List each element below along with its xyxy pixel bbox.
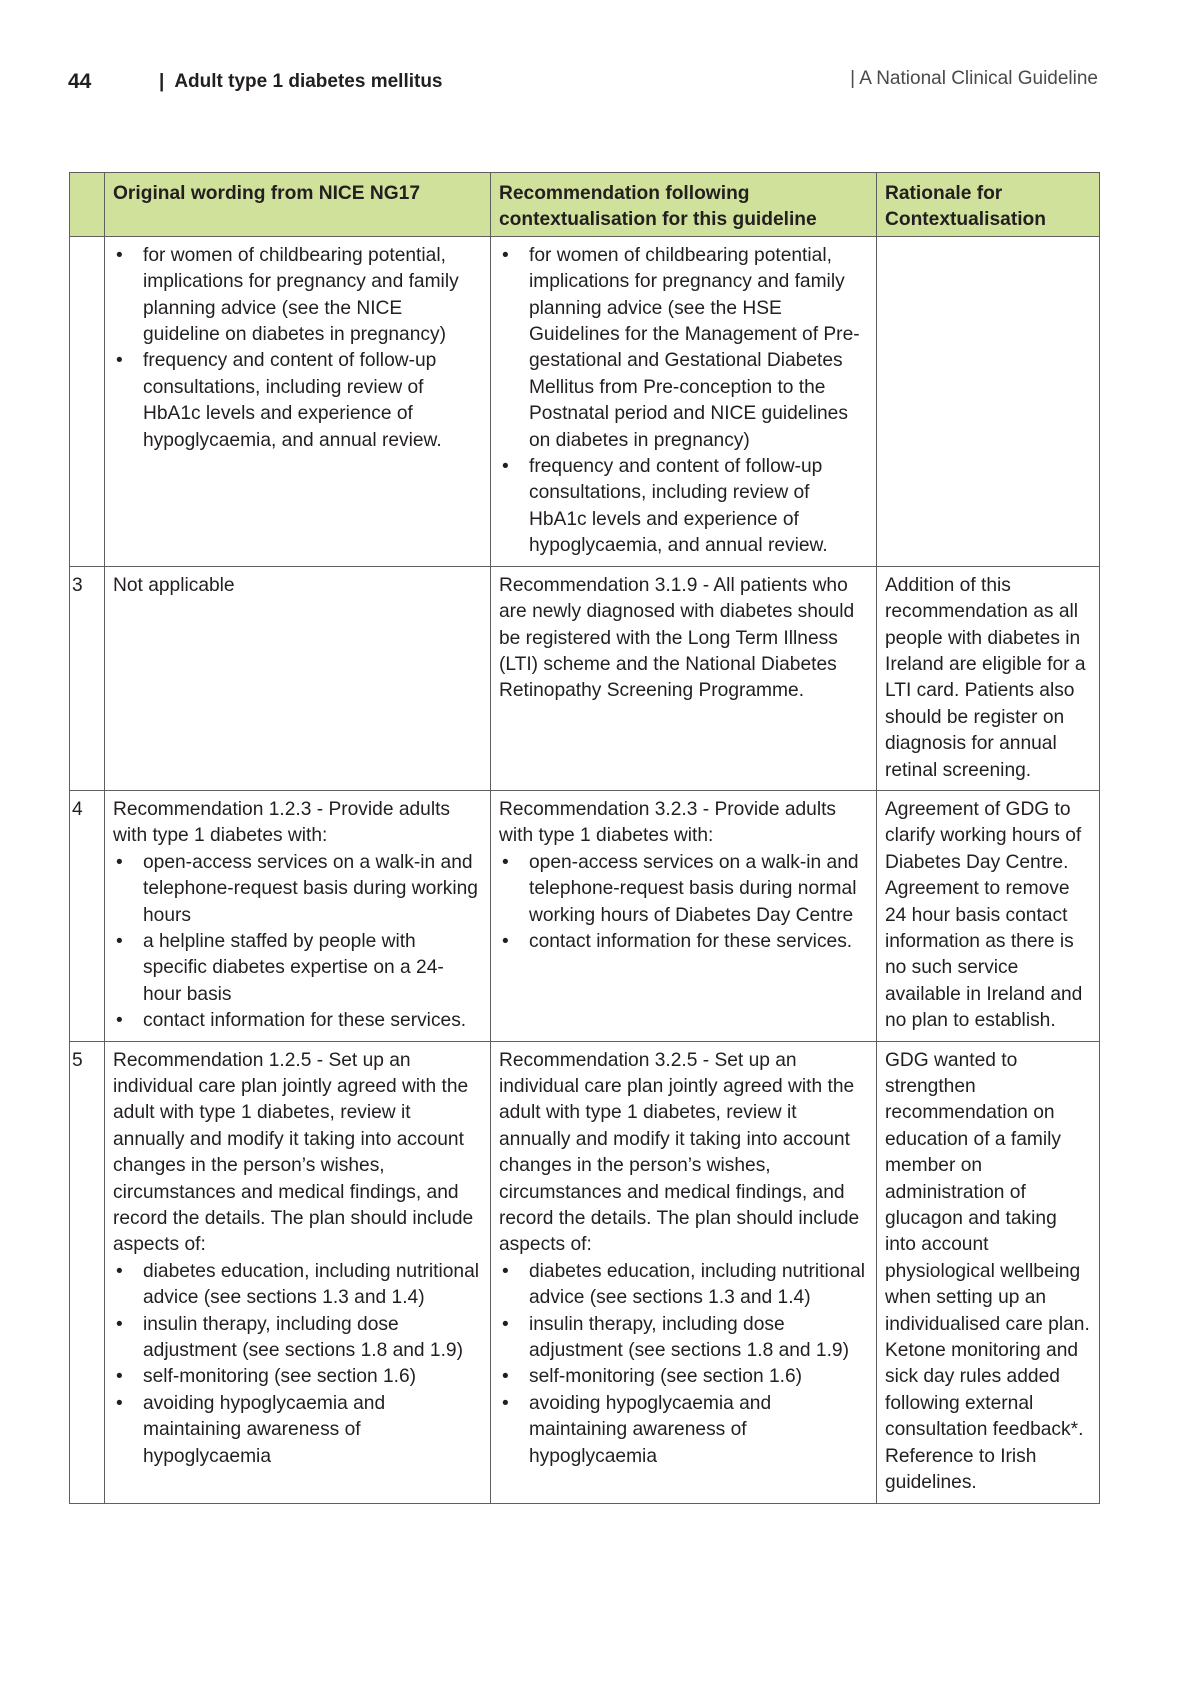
bullet-item: • for women of childbearing potential, implications for pregnancy and family planning advice (see the HSE Guidelines for the Management of Pre-gestational and Gestational Diabetes Mellitus from Pre-conception to the Postnatal period and NICE guidelines on diabetes in pregnancy) xyxy=(499,243,868,454)
rationale-cell xyxy=(877,236,1100,566)
original-intro: Recommendation 1.2.5 - Set up an individual care plan jointly agreed with the adult with type 1 diabetes, review it annually and modify it taking into account changes in the person’s wishes, circumstances and medical findings, and record the details. The plan should include aspects of: xyxy=(113,1049,474,1256)
bullet-item: • contact information for these services. xyxy=(113,1008,482,1034)
original-bullet-list xyxy=(113,1259,482,1470)
table-row xyxy=(70,566,1100,790)
table-row xyxy=(70,1041,1100,1503)
rationale-cell: Addition of this recommendation as all people with diabetes in Ireland are eligible for a LTI card. Patients also should be register on diagnosis for annual retinal screening. xyxy=(877,566,1100,790)
recommendation-cell xyxy=(491,1041,877,1503)
table-row xyxy=(70,236,1100,566)
rationale-cell: Agreement of GDG to clarify working hours of Diabetes Day Centre. Agreement to remove 24 hour basis contact information as there is no such service available in Ireland and no plan to establish. xyxy=(877,790,1100,1041)
row-number: 5 xyxy=(70,1041,105,1503)
recommendation-intro: Recommendation 3.1.9 - All patients who are newly diagnosed with diabetes should be registered with the Long Term Illness (LTI) scheme and the National Diabetes Retinopathy Screening Programme. xyxy=(499,574,855,702)
bullet-item: • self-monitoring (see section 1.6) xyxy=(499,1364,868,1390)
bullet-item: • diabetes education, including nutritional advice (see sections 1.3 and 1.4) xyxy=(499,1259,868,1312)
table-row xyxy=(70,790,1100,1041)
original-bullet-list xyxy=(113,850,482,1035)
header-original: Original wording from NICE NG17 xyxy=(105,173,491,237)
page-header xyxy=(68,64,1098,104)
original-cell xyxy=(105,566,491,790)
bullet-item: • avoiding hypoglycaemia and maintaining awareness of hypoglycaemia xyxy=(113,1391,482,1470)
bullet-item: • self-monitoring (see section 1.6) xyxy=(113,1364,482,1390)
document-title-text: Adult type 1 diabetes mellitus xyxy=(174,71,443,92)
recommendations-table xyxy=(69,172,1100,1504)
row-number: 3 xyxy=(70,566,105,790)
table-header-row xyxy=(70,173,1100,237)
bullet-item: • a helpline staffed by people with specific diabetes expertise on a 24-hour basis xyxy=(113,929,482,1008)
document-title xyxy=(159,71,443,93)
rationale-cell: GDG wanted to strengthen recommendation on education of a family member on administration of glucagon and taking into account physiological wellbeing when setting up an individualised care plan. Ketone monitoring and sick day rules added following external consultation feedback*. Reference to Irish guidelines. xyxy=(877,1041,1100,1503)
bullet-item: • insulin therapy, including dose adjustment (see sections 1.8 and 1.9) xyxy=(499,1312,868,1365)
title-separator: | xyxy=(159,71,165,92)
row-number xyxy=(70,236,105,566)
recommendation-intro: Recommendation 3.2.3 - Provide adults with type 1 diabetes with: xyxy=(499,798,837,847)
header-recommendation: Recommendation following contextualisation for this guideline xyxy=(491,173,877,237)
bullet-item: • insulin therapy, including dose adjustment (see sections 1.8 and 1.9) xyxy=(113,1312,482,1365)
header-number-cell xyxy=(70,173,105,237)
bullet-item: • diabetes education, including nutritional advice (see sections 1.3 and 1.4) xyxy=(113,1259,482,1312)
recommendation-bullet-list xyxy=(499,850,868,956)
bullet-item: • open-access services on a walk-in and telephone-request basis during working hours xyxy=(113,850,482,929)
original-cell xyxy=(105,790,491,1041)
original-cell xyxy=(105,236,491,566)
header-rationale: Rationale for Contextualisation xyxy=(877,173,1100,237)
bullet-item: • avoiding hypoglycaemia and maintaining awareness of hypoglycaemia xyxy=(499,1391,868,1470)
recommendation-bullet-list xyxy=(499,1259,868,1470)
page-number: 44 xyxy=(68,70,92,93)
guideline-label: | A National Clinical Guideline xyxy=(850,68,1098,89)
original-intro: Recommendation 1.2.3 - Provide adults with type 1 diabetes with: xyxy=(113,798,451,847)
original-cell xyxy=(105,1041,491,1503)
original-intro: Not applicable xyxy=(113,574,235,596)
recommendation-cell xyxy=(491,566,877,790)
recommendation-intro: Recommendation 3.2.5 - Set up an individual care plan jointly agreed with the adult with type 1 diabetes, review it annually and modify it taking into account changes in the person’s wishes, circumstances and medical findings, and record the details. The plan should include aspects of: xyxy=(499,1049,860,1256)
row-number: 4 xyxy=(70,790,105,1041)
recommendation-bullet-list xyxy=(499,243,868,560)
bullet-item: • for women of childbearing potential, implications for pregnancy and family planning advice (see the NICE guideline on diabetes in pregnancy) xyxy=(113,243,482,349)
original-bullet-list xyxy=(113,243,482,454)
recommendation-cell xyxy=(491,236,877,566)
recommendation-cell xyxy=(491,790,877,1041)
bullet-item: • frequency and content of follow-up consultations, including review of HbA1c levels and experience of hypoglycaemia, and annual review. xyxy=(499,454,868,560)
bullet-item: • frequency and content of follow-up consultations, including review of HbA1c levels and experience of hypoglycaemia, and annual review. xyxy=(113,348,482,454)
bullet-item: • open-access services on a walk-in and telephone-request basis during normal working hours of Diabetes Day Centre xyxy=(499,850,868,929)
bullet-item: • contact information for these services. xyxy=(499,929,868,955)
